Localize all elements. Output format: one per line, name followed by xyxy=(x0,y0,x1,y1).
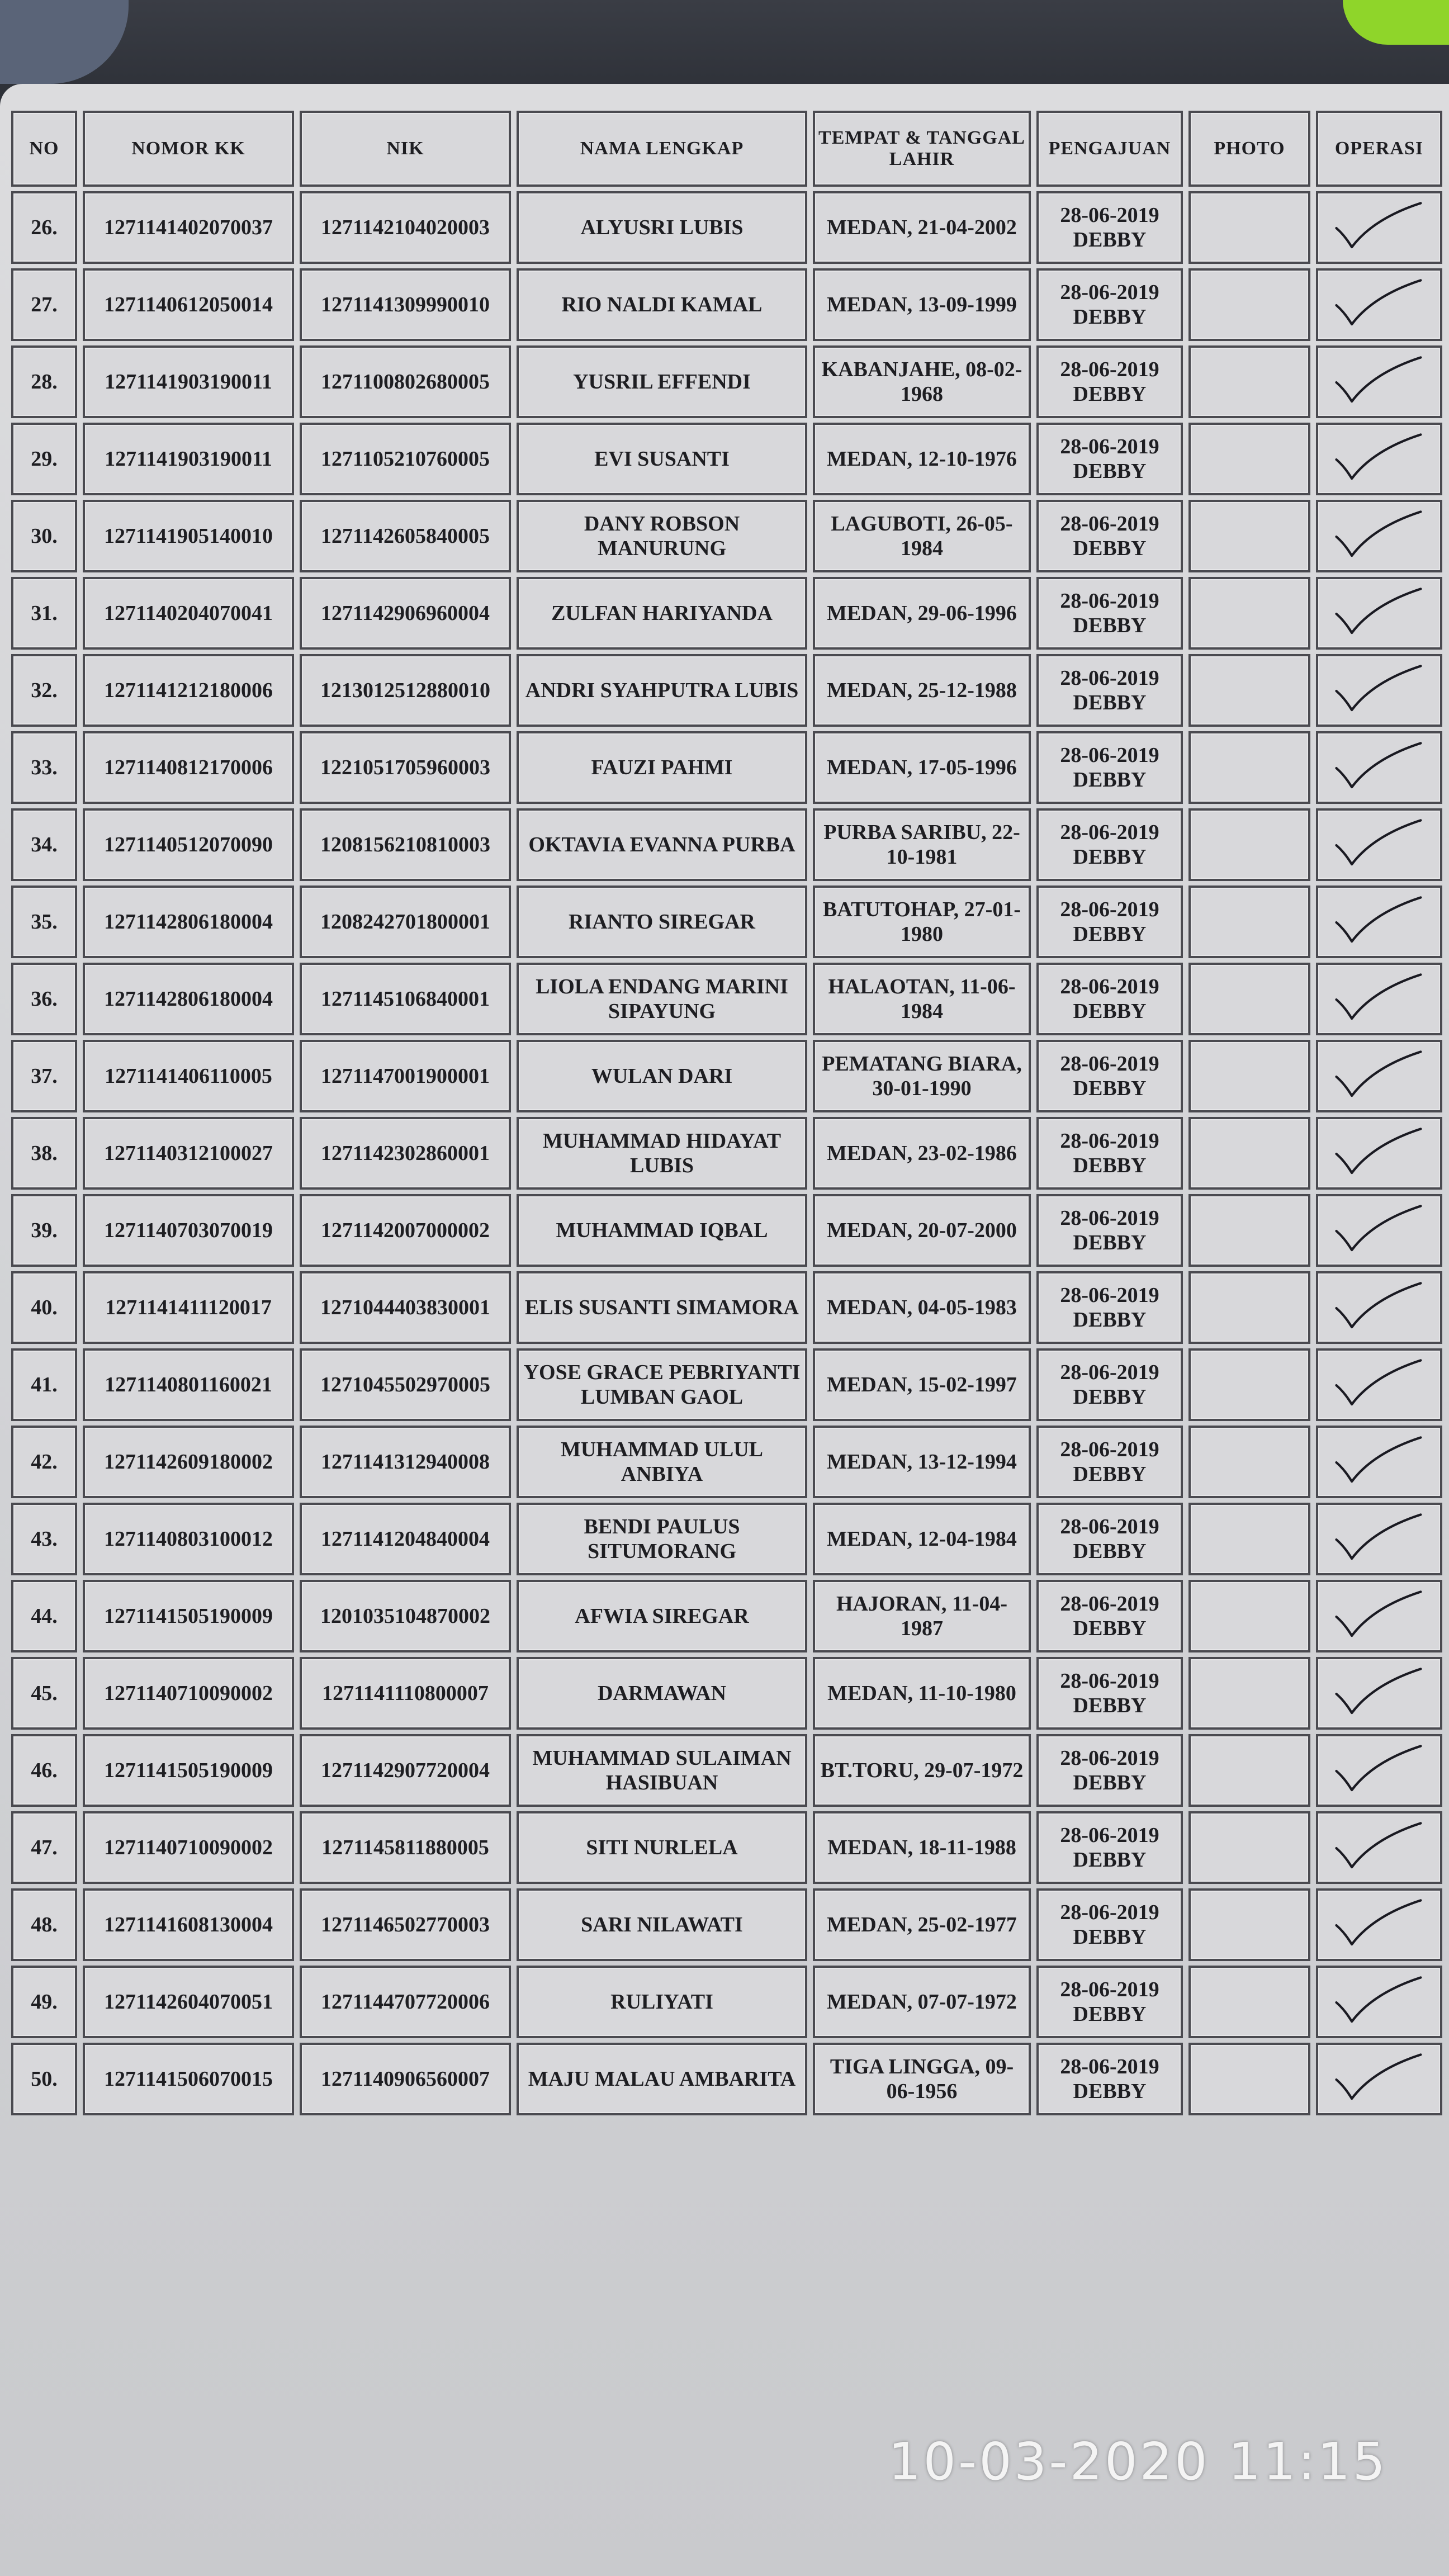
row-nomor-kk: 1271141903190011 xyxy=(83,345,294,418)
checkmark-icon xyxy=(1332,201,1427,254)
row-nama-lengkap: EVI SUSANTI xyxy=(517,423,807,495)
row-pengajuan: 28-06-2019 DEBBY xyxy=(1036,1426,1183,1498)
row-nama-lengkap: MUHAMMAD HIDAYAT LUBIS xyxy=(517,1117,807,1190)
row-nomor-kk: 1271141506070015 xyxy=(83,2043,294,2115)
row-nama-lengkap: ALYUSRI LUBIS xyxy=(517,191,807,264)
row-photo xyxy=(1188,654,1310,727)
row-operasi xyxy=(1316,1040,1442,1112)
row-operasi xyxy=(1316,1348,1442,1421)
row-tempat-tanggal-lahir: MEDAN, 20-07-2000 xyxy=(813,1194,1031,1267)
checkmark-icon xyxy=(1332,509,1427,563)
row-nama-lengkap: MUHAMMAD IQBAL xyxy=(517,1194,807,1267)
row-photo xyxy=(1188,1811,1310,1884)
row-tempat-tanggal-lahir: HALAOTAN, 11-06-1984 xyxy=(813,963,1031,1035)
row-nik: 1271142104020003 xyxy=(300,191,511,264)
table-row xyxy=(11,577,1442,650)
row-photo xyxy=(1188,1580,1310,1652)
row-pengajuan: 28-06-2019 DEBBY xyxy=(1036,1117,1183,1190)
row-pengajuan: 28-06-2019 DEBBY xyxy=(1036,2043,1183,2115)
row-operasi xyxy=(1316,1426,1442,1498)
row-nama-lengkap: RIO NALDI KAMAL xyxy=(517,268,807,341)
row-no: 36. xyxy=(11,963,77,1035)
row-photo xyxy=(1188,500,1310,572)
row-nama-lengkap: YUSRIL EFFENDI xyxy=(517,345,807,418)
checkmark-icon xyxy=(1332,972,1427,1026)
row-photo xyxy=(1188,1966,1310,2038)
table-header-row xyxy=(11,111,1442,187)
row-nik: 1271044403830001 xyxy=(300,1271,511,1344)
row-tempat-tanggal-lahir: LAGUBOTI, 26-05-1984 xyxy=(813,500,1031,572)
row-operasi xyxy=(1316,963,1442,1035)
row-photo xyxy=(1188,268,1310,341)
row-nama-lengkap: OKTAVIA EVANNA PURBA xyxy=(517,808,807,881)
checkmark-icon xyxy=(1332,1435,1427,1489)
row-tempat-tanggal-lahir: BATUTOHAP, 27-01-1980 xyxy=(813,886,1031,958)
row-no: 29. xyxy=(11,423,77,495)
table-row xyxy=(11,423,1442,495)
row-tempat-tanggal-lahir: MEDAN, 23-02-1986 xyxy=(813,1117,1031,1190)
row-nik: 1271145106840001 xyxy=(300,963,511,1035)
row-no: 28. xyxy=(11,345,77,418)
row-no: 50. xyxy=(11,2043,77,2115)
row-operasi xyxy=(1316,1966,1442,2038)
row-nama-lengkap: ELIS SUSANTI SIMAMORA xyxy=(517,1271,807,1344)
row-photo xyxy=(1188,1194,1310,1267)
row-nama-lengkap: ANDRI SYAHPUTRA LUBIS xyxy=(517,654,807,727)
row-operasi xyxy=(1316,808,1442,881)
checkmark-icon xyxy=(1332,1744,1427,1797)
row-photo xyxy=(1188,2043,1310,2115)
row-tempat-tanggal-lahir: BT.TORU, 29-07-1972 xyxy=(813,1734,1031,1807)
row-no: 38. xyxy=(11,1117,77,1190)
row-nama-lengkap: BENDI PAULUS SITUMORANG xyxy=(517,1503,807,1575)
table-row xyxy=(11,1734,1442,1807)
row-tempat-tanggal-lahir: MEDAN, 29-06-1996 xyxy=(813,577,1031,650)
header-nama-lengkap: NAMA LENGKAP xyxy=(517,111,807,187)
row-nomor-kk: 1271140812170006 xyxy=(83,731,294,804)
row-operasi xyxy=(1316,731,1442,804)
row-operasi xyxy=(1316,577,1442,650)
row-nik: 1213012512880010 xyxy=(300,654,511,727)
header-pengajuan: PENGAJUAN xyxy=(1036,111,1183,187)
row-tempat-tanggal-lahir: MEDAN, 21-04-2002 xyxy=(813,191,1031,264)
row-nik: 1271045502970005 xyxy=(300,1348,511,1421)
row-no: 39. xyxy=(11,1194,77,1267)
row-tempat-tanggal-lahir: KABANJAHE, 08-02-1968 xyxy=(813,345,1031,418)
row-photo xyxy=(1188,1734,1310,1807)
row-operasi xyxy=(1316,1194,1442,1267)
row-pengajuan: 28-06-2019 DEBBY xyxy=(1036,1503,1183,1575)
row-nama-lengkap: LIOLA ENDANG MARINI SIPAYUNG xyxy=(517,963,807,1035)
header-nomor-kk: NOMOR KK xyxy=(83,111,294,187)
table-row xyxy=(11,1117,1442,1190)
row-no: 42. xyxy=(11,1426,77,1498)
checkmark-icon xyxy=(1332,432,1427,486)
row-tempat-tanggal-lahir: MEDAN, 13-09-1999 xyxy=(813,268,1031,341)
table-row xyxy=(11,1888,1442,1961)
table-row xyxy=(11,1503,1442,1575)
row-no: 27. xyxy=(11,268,77,341)
checkmark-icon xyxy=(1332,2052,1427,2106)
row-pengajuan: 28-06-2019 DEBBY xyxy=(1036,500,1183,572)
row-nama-lengkap: RULIYATI xyxy=(517,1966,807,2038)
row-no: 47. xyxy=(11,1811,77,1884)
row-nomor-kk: 1271140612050014 xyxy=(83,268,294,341)
row-photo xyxy=(1188,808,1310,881)
checkmark-icon xyxy=(1332,1666,1427,1720)
row-nama-lengkap: MUHAMMAD ULUL ANBIYA xyxy=(517,1426,807,1498)
header-nik: NIK xyxy=(300,111,511,187)
row-operasi xyxy=(1316,345,1442,418)
row-operasi xyxy=(1316,1888,1442,1961)
row-pengajuan: 28-06-2019 DEBBY xyxy=(1036,1888,1183,1961)
row-nomor-kk: 1271141905140010 xyxy=(83,500,294,572)
row-photo xyxy=(1188,1117,1310,1190)
row-nomor-kk: 1271141402070037 xyxy=(83,191,294,264)
table-row xyxy=(11,1194,1442,1267)
row-photo xyxy=(1188,191,1310,264)
row-no: 49. xyxy=(11,1966,77,2038)
row-nik: 1271142605840005 xyxy=(300,500,511,572)
row-operasi xyxy=(1316,1734,1442,1807)
row-nama-lengkap: YOSE GRACE PEBRIYANTI LUMBAN GAOL xyxy=(517,1348,807,1421)
row-nik: 1271100802680005 xyxy=(300,345,511,418)
row-nama-lengkap: ZULFAN HARIYANDA xyxy=(517,577,807,650)
table-row xyxy=(11,2043,1442,2115)
table-row xyxy=(11,1966,1442,2038)
row-pengajuan: 28-06-2019 DEBBY xyxy=(1036,423,1183,495)
table-row xyxy=(11,1271,1442,1344)
row-operasi xyxy=(1316,886,1442,958)
table-row xyxy=(11,1657,1442,1730)
row-photo xyxy=(1188,423,1310,495)
row-no: 40. xyxy=(11,1271,77,1344)
table-row xyxy=(11,963,1442,1035)
table-row xyxy=(11,886,1442,958)
row-nomor-kk: 1271140512070090 xyxy=(83,808,294,881)
row-nik: 1271141110800007 xyxy=(300,1657,511,1730)
row-nama-lengkap: MUHAMMAD SULAIMAN HASIBUAN xyxy=(517,1734,807,1807)
table-row xyxy=(11,268,1442,341)
row-nik: 1271141309990010 xyxy=(300,268,511,341)
table-row xyxy=(11,808,1442,881)
row-pengajuan: 28-06-2019 DEBBY xyxy=(1036,345,1183,418)
checkmark-icon xyxy=(1332,895,1427,949)
row-nama-lengkap: SARI NILAWATI xyxy=(517,1888,807,1961)
row-no: 46. xyxy=(11,1734,77,1807)
row-nik: 1271142906960004 xyxy=(300,577,511,650)
row-tempat-tanggal-lahir: MEDAN, 12-04-1984 xyxy=(813,1503,1031,1575)
row-nama-lengkap: RIANTO SIREGAR xyxy=(517,886,807,958)
row-photo xyxy=(1188,345,1310,418)
row-pengajuan: 28-06-2019 DEBBY xyxy=(1036,1966,1183,2038)
row-nomor-kk: 1271141505190009 xyxy=(83,1580,294,1652)
row-tempat-tanggal-lahir: MEDAN, 13-12-1994 xyxy=(813,1426,1031,1498)
table-row xyxy=(11,1426,1442,1498)
row-photo xyxy=(1188,1348,1310,1421)
row-no: 43. xyxy=(11,1503,77,1575)
row-nomor-kk: 1271142806180004 xyxy=(83,963,294,1035)
row-nama-lengkap: AFWIA SIREGAR xyxy=(517,1580,807,1652)
checkmark-icon xyxy=(1332,1589,1427,1643)
row-no: 41. xyxy=(11,1348,77,1421)
row-pengajuan: 28-06-2019 DEBBY xyxy=(1036,808,1183,881)
row-pengajuan: 28-06-2019 DEBBY xyxy=(1036,577,1183,650)
row-nik: 1271142907720004 xyxy=(300,1734,511,1807)
row-tempat-tanggal-lahir: MEDAN, 11-10-1980 xyxy=(813,1657,1031,1730)
row-tempat-tanggal-lahir: MEDAN, 18-11-1988 xyxy=(813,1811,1031,1884)
table-row xyxy=(11,1811,1442,1884)
row-nik: 1271140906560007 xyxy=(300,2043,511,2115)
table-row xyxy=(11,1040,1442,1112)
row-photo xyxy=(1188,577,1310,650)
row-nik: 1271105210760005 xyxy=(300,423,511,495)
row-operasi xyxy=(1316,1811,1442,1884)
row-no: 30. xyxy=(11,500,77,572)
table-row xyxy=(11,345,1442,418)
row-nomor-kk: 1271140204070041 xyxy=(83,577,294,650)
row-nomor-kk: 1271140703070019 xyxy=(83,1194,294,1267)
table-row xyxy=(11,500,1442,572)
row-no: 33. xyxy=(11,731,77,804)
row-nik: 1271145811880005 xyxy=(300,1811,511,1884)
row-no: 26. xyxy=(11,191,77,264)
row-nomor-kk: 1271141903190011 xyxy=(83,423,294,495)
table-row xyxy=(11,191,1442,264)
row-nomor-kk: 1271140803100012 xyxy=(83,1503,294,1575)
row-pengajuan: 28-06-2019 DEBBY xyxy=(1036,1040,1183,1112)
row-nik: 1271141312940008 xyxy=(300,1426,511,1498)
row-nik: 1208242701800001 xyxy=(300,886,511,958)
row-nik: 1271147001900001 xyxy=(300,1040,511,1112)
row-nama-lengkap: MAJU MALAU AMBARITA xyxy=(517,2043,807,2115)
row-operasi xyxy=(1316,1271,1442,1344)
row-nik: 1271146502770003 xyxy=(300,1888,511,1961)
row-nik: 1271141204840004 xyxy=(300,1503,511,1575)
row-photo xyxy=(1188,1888,1310,1961)
row-tempat-tanggal-lahir: MEDAN, 25-02-1977 xyxy=(813,1888,1031,1961)
row-nama-lengkap: WULAN DARI xyxy=(517,1040,807,1112)
row-nomor-kk: 1271140312100027 xyxy=(83,1117,294,1190)
checkmark-icon xyxy=(1332,1898,1427,1952)
row-no: 45. xyxy=(11,1657,77,1730)
row-operasi xyxy=(1316,423,1442,495)
row-tempat-tanggal-lahir: HAJORAN, 11-04-1987 xyxy=(813,1580,1031,1652)
header-photo: PHOTO xyxy=(1188,111,1310,187)
row-operasi xyxy=(1316,268,1442,341)
row-pengajuan: 28-06-2019 DEBBY xyxy=(1036,1194,1183,1267)
row-nik: 1201035104870002 xyxy=(300,1580,511,1652)
row-pengajuan: 28-06-2019 DEBBY xyxy=(1036,654,1183,727)
row-pengajuan: 28-06-2019 DEBBY xyxy=(1036,1734,1183,1807)
row-nomor-kk: 1271140710090002 xyxy=(83,1657,294,1730)
row-nomor-kk: 1271141505190009 xyxy=(83,1734,294,1807)
checkmark-icon xyxy=(1332,1358,1427,1412)
row-operasi xyxy=(1316,2043,1442,2115)
row-photo xyxy=(1188,1271,1310,1344)
row-pengajuan: 28-06-2019 DEBBY xyxy=(1036,191,1183,264)
row-pengajuan: 28-06-2019 DEBBY xyxy=(1036,1811,1183,1884)
header-tempat-tanggal-lahir: TEMPAT & TANGGAL LAHIR xyxy=(813,111,1031,187)
row-operasi xyxy=(1316,1117,1442,1190)
row-no: 48. xyxy=(11,1888,77,1961)
row-operasi xyxy=(1316,1657,1442,1730)
checkmark-icon xyxy=(1332,1821,1427,1874)
header-no: NO xyxy=(11,111,77,187)
table-row xyxy=(11,1348,1442,1421)
row-tempat-tanggal-lahir: MEDAN, 15-02-1997 xyxy=(813,1348,1031,1421)
row-nik: 1208156210810003 xyxy=(300,808,511,881)
row-pengajuan: 28-06-2019 DEBBY xyxy=(1036,1580,1183,1652)
row-pengajuan: 28-06-2019 DEBBY xyxy=(1036,268,1183,341)
checkmark-icon xyxy=(1332,586,1427,640)
row-nomor-kk: 1271141411120017 xyxy=(83,1271,294,1344)
row-no: 34. xyxy=(11,808,77,881)
row-pengajuan: 28-06-2019 DEBBY xyxy=(1036,963,1183,1035)
row-photo xyxy=(1188,886,1310,958)
checkmark-icon xyxy=(1332,741,1427,794)
checkmark-icon xyxy=(1332,1281,1427,1334)
applicant-table xyxy=(6,106,1448,2120)
row-nama-lengkap: DARMAWAN xyxy=(517,1657,807,1730)
row-tempat-tanggal-lahir: TIGA LINGGA, 09-06-1956 xyxy=(813,2043,1031,2115)
checkmark-icon xyxy=(1332,1975,1427,2029)
row-tempat-tanggal-lahir: MEDAN, 04-05-1983 xyxy=(813,1271,1031,1344)
photo-timestamp: 10-03-2020 11:15 xyxy=(888,2432,1388,2492)
row-pengajuan: 28-06-2019 DEBBY xyxy=(1036,1348,1183,1421)
checkmark-icon xyxy=(1332,1512,1427,1566)
checkmark-icon xyxy=(1332,1049,1427,1103)
row-nomor-kk: 1271141608130004 xyxy=(83,1888,294,1961)
header-operasi: OPERASI xyxy=(1316,111,1442,187)
row-photo xyxy=(1188,1657,1310,1730)
row-operasi xyxy=(1316,191,1442,264)
row-tempat-tanggal-lahir: PEMATANG BIARA, 30-01-1990 xyxy=(813,1040,1031,1112)
row-tempat-tanggal-lahir: MEDAN, 12-10-1976 xyxy=(813,423,1031,495)
row-nik: 1271142302860001 xyxy=(300,1117,511,1190)
row-nomor-kk: 1271140710090002 xyxy=(83,1811,294,1884)
row-tempat-tanggal-lahir: MEDAN, 17-05-1996 xyxy=(813,731,1031,804)
row-tempat-tanggal-lahir: PURBA SARIBU, 22-10-1981 xyxy=(813,808,1031,881)
row-nik: 1271142007000002 xyxy=(300,1194,511,1267)
row-nomor-kk: 1271141212180006 xyxy=(83,654,294,727)
checkmark-icon xyxy=(1332,355,1427,409)
row-nama-lengkap: SITI NURLELA xyxy=(517,1811,807,1884)
table-row xyxy=(11,654,1442,727)
row-pengajuan: 28-06-2019 DEBBY xyxy=(1036,731,1183,804)
row-nomor-kk: 1271142609180002 xyxy=(83,1426,294,1498)
checkmark-icon xyxy=(1332,664,1427,717)
row-tempat-tanggal-lahir: MEDAN, 25-12-1988 xyxy=(813,654,1031,727)
row-photo xyxy=(1188,1503,1310,1575)
checkmark-icon xyxy=(1332,278,1427,332)
table-row xyxy=(11,731,1442,804)
row-nik: 1271144707720006 xyxy=(300,1966,511,2038)
row-no: 37. xyxy=(11,1040,77,1112)
row-no: 32. xyxy=(11,654,77,727)
row-operasi xyxy=(1316,1580,1442,1652)
row-nik: 1221051705960003 xyxy=(300,731,511,804)
row-no: 35. xyxy=(11,886,77,958)
row-operasi xyxy=(1316,500,1442,572)
table-row xyxy=(11,1580,1442,1652)
row-photo xyxy=(1188,1040,1310,1112)
row-photo xyxy=(1188,963,1310,1035)
row-nomor-kk: 1271142806180004 xyxy=(83,886,294,958)
row-no: 44. xyxy=(11,1580,77,1652)
row-tempat-tanggal-lahir: MEDAN, 07-07-1972 xyxy=(813,1966,1031,2038)
checkmark-icon xyxy=(1332,818,1427,872)
row-pengajuan: 28-06-2019 DEBBY xyxy=(1036,1271,1183,1344)
row-photo xyxy=(1188,1426,1310,1498)
row-photo xyxy=(1188,731,1310,804)
row-pengajuan: 28-06-2019 DEBBY xyxy=(1036,886,1183,958)
row-no: 31. xyxy=(11,577,77,650)
row-pengajuan: 28-06-2019 DEBBY xyxy=(1036,1657,1183,1730)
row-operasi xyxy=(1316,654,1442,727)
checkmark-icon xyxy=(1332,1204,1427,1257)
row-operasi xyxy=(1316,1503,1442,1575)
checkmark-icon xyxy=(1332,1126,1427,1180)
row-nama-lengkap: FAUZI PAHMI xyxy=(517,731,807,804)
row-nomor-kk: 1271141406110005 xyxy=(83,1040,294,1112)
row-nomor-kk: 1271140801160021 xyxy=(83,1348,294,1421)
row-nomor-kk: 1271142604070051 xyxy=(83,1966,294,2038)
row-nama-lengkap: DANY ROBSON MANURUNG xyxy=(517,500,807,572)
